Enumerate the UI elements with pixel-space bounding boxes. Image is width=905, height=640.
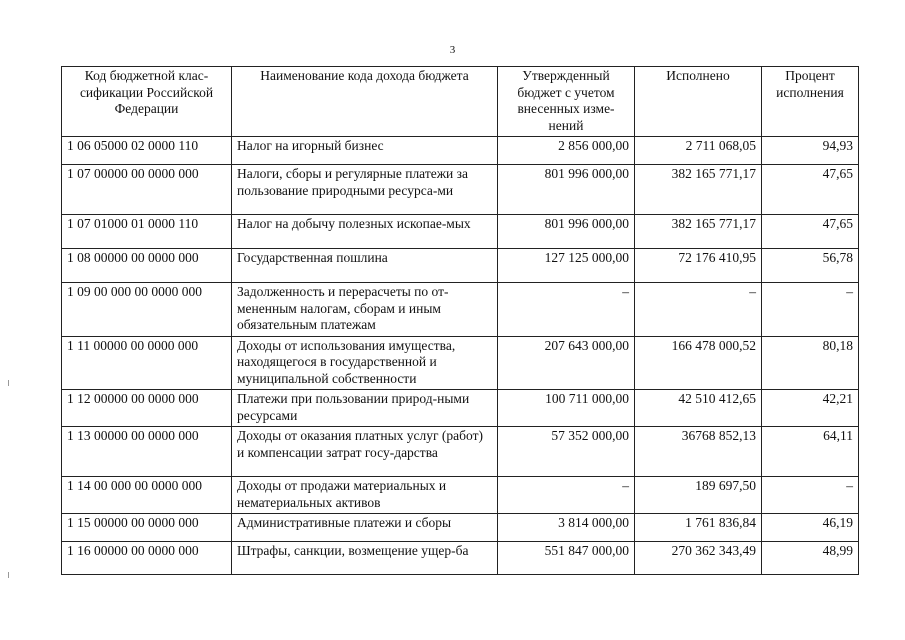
cell-executed: 166 478 000,52	[635, 336, 762, 390]
cell-percent: –	[762, 283, 859, 337]
cell-executed: 270 362 343,49	[635, 542, 762, 575]
cell-percent: 64,11	[762, 427, 859, 477]
table-row	[62, 336, 859, 390]
cell-code: 1 07 00000 00 0000 000	[62, 165, 232, 215]
cell-percent: 80,18	[762, 336, 859, 390]
table-row	[62, 215, 859, 249]
cell-approved: 127 125 000,00	[498, 249, 635, 283]
cell-approved: 551 847 000,00	[498, 542, 635, 575]
cell-name: Доходы от оказания платных услуг (работ) и компенсации затрат госу-дарства	[232, 427, 498, 477]
table-header-row	[62, 67, 859, 137]
cell-name: Налог на игорный бизнес	[232, 137, 498, 165]
table-row	[62, 477, 859, 514]
cell-executed: 36768 852,13	[635, 427, 762, 477]
cell-executed: 42 510 412,65	[635, 390, 762, 427]
table-row	[62, 165, 859, 215]
cell-percent: –	[762, 477, 859, 514]
cell-name: Доходы от продажи материальных и нематериальных активов	[232, 477, 498, 514]
cell-name: Налоги, сборы и регулярные платежи за пользование природными ресурса-ми	[232, 165, 498, 215]
cell-executed: 382 165 771,17	[635, 215, 762, 249]
header-percent: Процент исполнения	[762, 67, 859, 137]
cell-percent: 94,93	[762, 137, 859, 165]
cell-code: 1 09 00 000 00 0000 000	[62, 283, 232, 337]
cell-approved: –	[498, 283, 635, 337]
header-executed: Исполнено	[635, 67, 762, 137]
header-name: Наименование кода дохода бюджета	[232, 67, 498, 137]
budget-table	[61, 66, 859, 575]
table-row	[62, 427, 859, 477]
cell-code: 1 15 00000 00 0000 000	[62, 514, 232, 542]
table-row	[62, 137, 859, 165]
cell-executed: 2 711 068,05	[635, 137, 762, 165]
table-row	[62, 249, 859, 283]
cell-executed: 1 761 836,84	[635, 514, 762, 542]
header-code: Код бюджетной клас- сификации Российской Федерации	[62, 67, 232, 137]
cell-code: 1 11 00000 00 0000 000	[62, 336, 232, 390]
cell-code: 1 13 00000 00 0000 000	[62, 427, 232, 477]
cell-name: Государственная пошлина	[232, 249, 498, 283]
cell-name: Платежи при пользовании природ-ными ресурсами	[232, 390, 498, 427]
cell-name: Доходы от использования имущества, находящегося в государственной и муниципальной собственности	[232, 336, 498, 390]
cell-approved: 801 996 000,00	[498, 215, 635, 249]
cell-name: Налог на добычу полезных ископае-мых	[232, 215, 498, 249]
cell-name: Штрафы, санкции, возмещение ущер-ба	[232, 542, 498, 575]
cell-approved: –	[498, 477, 635, 514]
margin-mark	[8, 380, 9, 386]
cell-executed: 189 697,50	[635, 477, 762, 514]
cell-name: Задолженность и перерасчеты по от-мененным налогам, сборам и иным обязательным платежам	[232, 283, 498, 337]
cell-approved: 3 814 000,00	[498, 514, 635, 542]
cell-approved: 801 996 000,00	[498, 165, 635, 215]
cell-code: 1 06 05000 02 0000 110	[62, 137, 232, 165]
cell-executed: 72 176 410,95	[635, 249, 762, 283]
cell-approved: 57 352 000,00	[498, 427, 635, 477]
cell-code: 1 07 01000 01 0000 110	[62, 215, 232, 249]
cell-percent: 48,99	[762, 542, 859, 575]
cell-code: 1 08 00000 00 0000 000	[62, 249, 232, 283]
cell-percent: 47,65	[762, 165, 859, 215]
margin-mark	[8, 572, 9, 578]
table-row	[62, 542, 859, 575]
table-row	[62, 390, 859, 427]
cell-approved: 2 856 000,00	[498, 137, 635, 165]
cell-name: Административные платежи и сборы	[232, 514, 498, 542]
page-number: 3	[449, 44, 456, 56]
cell-code: 1 16 00000 00 0000 000	[62, 542, 232, 575]
cell-code: 1 12 00000 00 0000 000	[62, 390, 232, 427]
cell-approved: 100 711 000,00	[498, 390, 635, 427]
cell-code: 1 14 00 000 00 0000 000	[62, 477, 232, 514]
cell-percent: 56,78	[762, 249, 859, 283]
table-row	[62, 283, 859, 337]
cell-percent: 42,21	[762, 390, 859, 427]
cell-approved: 207 643 000,00	[498, 336, 635, 390]
cell-percent: 46,19	[762, 514, 859, 542]
cell-executed: 382 165 771,17	[635, 165, 762, 215]
cell-percent: 47,65	[762, 215, 859, 249]
table-row	[62, 514, 859, 542]
cell-executed: –	[635, 283, 762, 337]
header-approved: Утвержденный бюджет с учетом внесенных изме- нений	[498, 67, 635, 137]
